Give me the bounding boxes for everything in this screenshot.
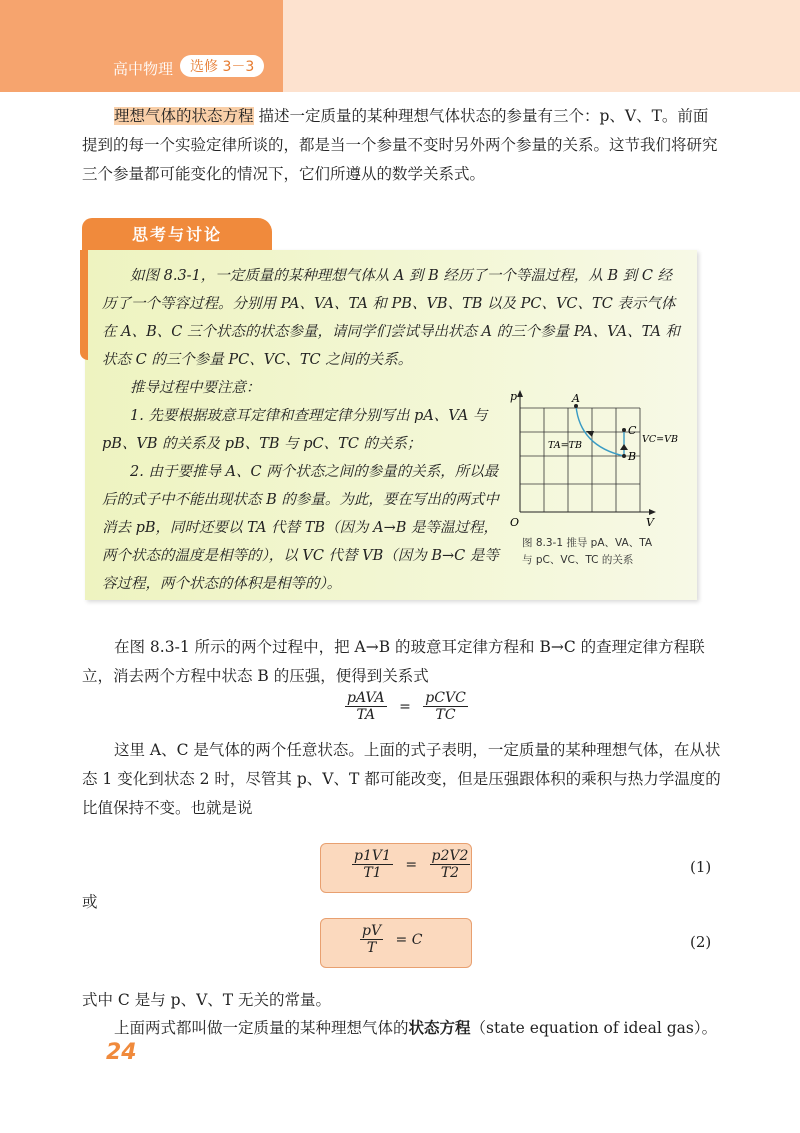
eq0-lhs-den: TA [356,707,376,723]
eq0-rhs-den: TC [435,707,456,723]
think-title: 思考与讨论 [132,225,223,244]
eq1-rhs-den: T2 [440,865,460,881]
page-number: 24 [106,1040,137,1065]
think-left-accent [80,250,88,360]
think-paragraph-4: 2. 由于要推导 A、C 两个状态之间的参量的关系，所以最后的式子中不能出现状态 B 的参量。为此，要在写出的两式中消去 pB，同时还要以 TA 代替 TB（因为 A→B 是等温过程，两个状态的温度是相等的），以 VC 代替 VB（因为 B→C 是等容过程，两个状态的体积是相等的）。 [102,464,499,592]
header-subject: 高中物理 [113,60,174,78]
eq0-rhs [423,690,468,723]
eq1-rhs [430,848,471,881]
process-arrow-up-icon [620,444,628,450]
equation-2-number: (2) [690,933,712,951]
body-paragraph-1: 在图 8.3-1 所示的两个过程中，把 A→B 的玻意耳定律方程和 B→C 的查理定律方程联立，消去两个方程中状态 B 的压强，便得到关系式 [82,638,705,685]
eq2-lhs-num: pV [362,923,382,939]
intro-paragraph [82,102,722,189]
eq1-lhs-num: p1V1 [354,848,391,864]
body-paragraph-4 [82,1014,722,1043]
think-paragraph-1: 如图 8.3-1，一定质量的某种理想气体从 A 到 B 经历了一个等温过程，从 B 到 C 经历了一个等容过程。分别用 PA、VA、TA 和 PB、VB、TB 以及 PC、VC、TC 表示气体在 A、B、C 三个状态的状态参量，请同学们尝试导出状态 A 的三个参量 PA、VA、TA 和状态 C 的三个参量 PC、VC、TC 之间的关系。 [102,268,681,368]
body-paragraph-4-b: （state equation of ideal gas）。 [470,1019,718,1037]
body-paragraph-3: 式中 C 是与 p、V、T 无关的常量。 [82,991,332,1009]
eq2-lhs-den: T [366,940,377,956]
header-volume-badge: 选修 3－3 [180,55,264,77]
state-equation-term: 状态方程 [408,1019,471,1037]
figure-caption-line-2: 与 pC、VC、TC 的关系 [522,554,634,566]
figure-caption [522,535,692,569]
axis-v-label: V [646,516,654,529]
equation-2 [360,923,422,956]
equation-ac: $\frac{\text{pAVA}}{TA}$ = $\frac{\text{pCVC}}{TC}$ [347,690,466,723]
header-band-light [283,0,800,92]
eq2-lhs [360,923,383,956]
figure-caption-line-1: 图 8.3-1 推导 pA、VA、TA [522,537,653,549]
eq1-lhs [352,848,393,881]
axis-p-label: p [510,390,518,403]
equation-1: $\frac{p1V1}{T1}$ = $\frac{p2V2}{T2}$ [354,848,469,881]
eq1-rhs-num: p2V2 [431,848,469,864]
eq0-rhs-num: pCVC [425,690,466,706]
isotherm-curve [576,406,624,456]
p-axis-arrow-icon [517,390,523,397]
eq1-lhs-den: T1 [363,865,382,881]
think-paragraph-3: 1. 先要根据玻意耳定律和查理定律分别写出 pA、VA 与 pB、VB 的关系及 pB、TB 与 pC、TC 的关系； [102,408,488,452]
vol-equal-label: VC=VB [642,434,678,445]
body-paragraph-4-a: 上面两式都叫做一定质量的某种理想气体的 [114,1019,409,1037]
think-paragraph-2: 推导过程中要注意： [130,380,261,396]
eq0-lhs-num: pAVA [347,690,385,706]
equation-1-number: (1) [690,858,712,876]
eq2-rhs: = C [395,931,423,948]
point-c-label: C [628,424,637,437]
origin-label: O [510,516,520,529]
intro-text: 描述一定质量的某种理想气体状态的参量有三个：p、V、T。前面提到的每一个实验定律所谈的，都是当一个参量不变时另外两个参量的关系。这节我们将研究三个参量都可能变化的情况下，它们所遵从的数学关系式。 [82,107,718,183]
point-b-label: B [628,450,637,463]
point-c [622,428,626,432]
or-label: 或 [82,893,98,911]
temp-equal-label: TA=TB [548,440,582,451]
v-axis-arrow-icon [649,509,656,515]
point-b [622,454,626,458]
body-paragraph-2: 这里 A、C 是气体的两个任意状态。上面的式子表明，一定质量的某种理想气体，在从状态 1 变化到状态 2 时，尽管其 p、V、T 都可能改变，但是压强跟体积的乘积与热力学温度的比值保持不变。也就是说 [82,741,721,817]
point-a-label: A [572,392,580,405]
eq0-lhs [345,690,387,723]
intro-term: 理想气体的状态方程 [114,107,254,125]
